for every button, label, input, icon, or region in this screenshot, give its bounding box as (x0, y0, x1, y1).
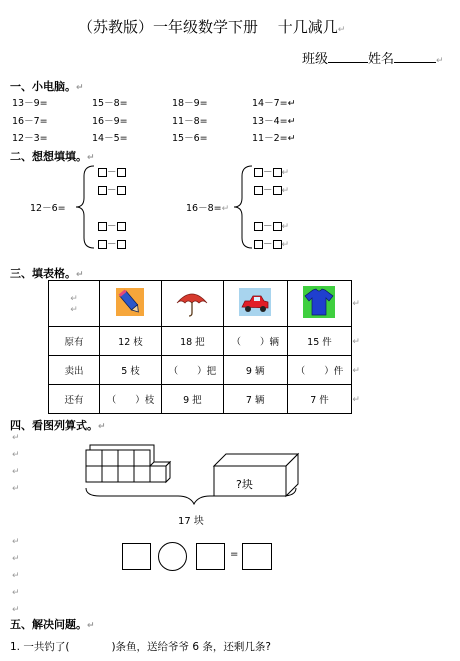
blank-pair[interactable]: － (98, 164, 126, 178)
section-5-title: 五、解决问题。↵ (10, 618, 95, 631)
shirt-icon (303, 286, 335, 318)
table-header-row: ↵ ↵ ↵ (49, 281, 369, 327)
math-equation[interactable]: 15－6= (172, 133, 208, 144)
left-brace (72, 164, 100, 250)
blank-pair[interactable]: － ↵ (254, 236, 289, 250)
blank-pair[interactable]: － ↵ (254, 164, 289, 178)
name-blank[interactable] (394, 50, 436, 63)
return-mark: ↵ (12, 433, 20, 443)
table-row: 原有 12 枝 18 把 （ ）辆 15 件 ↵ (49, 327, 369, 356)
blank-square[interactable] (117, 240, 126, 249)
right-expression: 16－8=↵ (186, 203, 230, 214)
answer-box-1[interactable] (122, 543, 151, 570)
return-mark: ↵ (12, 571, 20, 581)
blank-square[interactable] (98, 240, 107, 249)
section-2-title: 二、想想填填。↵ (10, 150, 95, 163)
left-expression: 12－6= (30, 203, 66, 214)
blank-square[interactable] (254, 240, 263, 249)
blank-square[interactable] (117, 168, 126, 177)
math-equation[interactable]: 15－8= (92, 98, 128, 109)
answer-box-2[interactable] (196, 543, 225, 570)
pencil-icon (115, 287, 145, 317)
section-3-title: 三、填表格。↵ (10, 267, 84, 280)
class-blank[interactable] (328, 50, 368, 63)
return-mark: ↵ (12, 605, 20, 615)
blank-pair[interactable]: － (98, 182, 126, 196)
table-row: 还有 （ ）枝 9 把 7 辆 7 件 ↵ (49, 385, 369, 414)
blank-square[interactable] (98, 186, 107, 195)
blank-pair[interactable]: － (98, 236, 126, 250)
blank-square[interactable] (117, 186, 126, 195)
math-equation[interactable]: 11－2=↵ (252, 133, 296, 144)
page-title: （苏教版）一年级数学下册 十几减几↵ (78, 18, 346, 36)
equals-sign: = (230, 549, 239, 560)
car-icon (239, 288, 271, 316)
blank-square[interactable] (98, 222, 107, 231)
section-1-title: 一、小电脑。↵ (10, 80, 84, 93)
umbrella-icon (174, 287, 210, 317)
blank-square[interactable] (254, 186, 263, 195)
math-equation[interactable]: 16－7= (12, 116, 48, 127)
answer-box-3[interactable] (242, 543, 272, 570)
total-label: 17 块 (178, 516, 204, 527)
math-equation[interactable]: 11－8= (172, 116, 208, 127)
box-label: ?块 (236, 478, 253, 491)
blank-square[interactable] (117, 222, 126, 231)
return-mark: ↵ (12, 467, 20, 477)
math-equation[interactable]: 18－9= (172, 98, 208, 109)
math-equation[interactable]: 14－7=↵ (252, 98, 296, 109)
goods-table (48, 280, 369, 414)
return-mark: ↵ (12, 537, 20, 547)
class-name-line: 班级 姓名 ↵ (302, 52, 444, 67)
return-mark: ↵ (12, 450, 20, 460)
return-mark: ↵ (12, 554, 20, 564)
blank-square[interactable] (254, 222, 263, 231)
math-equation[interactable]: 16－9= (92, 116, 128, 127)
return-mark: ↵ (12, 484, 20, 494)
blank-square[interactable] (254, 168, 263, 177)
blank-square[interactable] (98, 168, 107, 177)
return-mark: ↵ (12, 588, 20, 598)
operator-circle[interactable] (158, 542, 187, 571)
section-4-title: 四、看图列算式。↵ (10, 419, 106, 432)
blank-pair[interactable]: － (98, 218, 126, 232)
math-equation[interactable]: 13－4=↵ (252, 116, 296, 127)
blank-square[interactable] (273, 168, 282, 177)
math-equation[interactable]: 14－5= (92, 133, 128, 144)
table-row: 卖出 5 枝 （ ）把 9 辆 （ ）件 ↵ (49, 356, 369, 385)
blank-square[interactable] (273, 222, 282, 231)
blank-pair[interactable]: － ↵ (254, 218, 289, 232)
hidden-blocks-box (212, 452, 300, 498)
question-1: 1. 一共钓了( )条鱼，送给爷爷 6 条，还剩几条? (10, 641, 271, 653)
blank-pair[interactable]: － ↵ (254, 182, 289, 196)
math-equation[interactable]: 13－9= (12, 98, 48, 109)
blank-square[interactable] (273, 240, 282, 249)
math-equation[interactable]: 12－3= (12, 133, 48, 144)
blank-square[interactable] (273, 186, 282, 195)
